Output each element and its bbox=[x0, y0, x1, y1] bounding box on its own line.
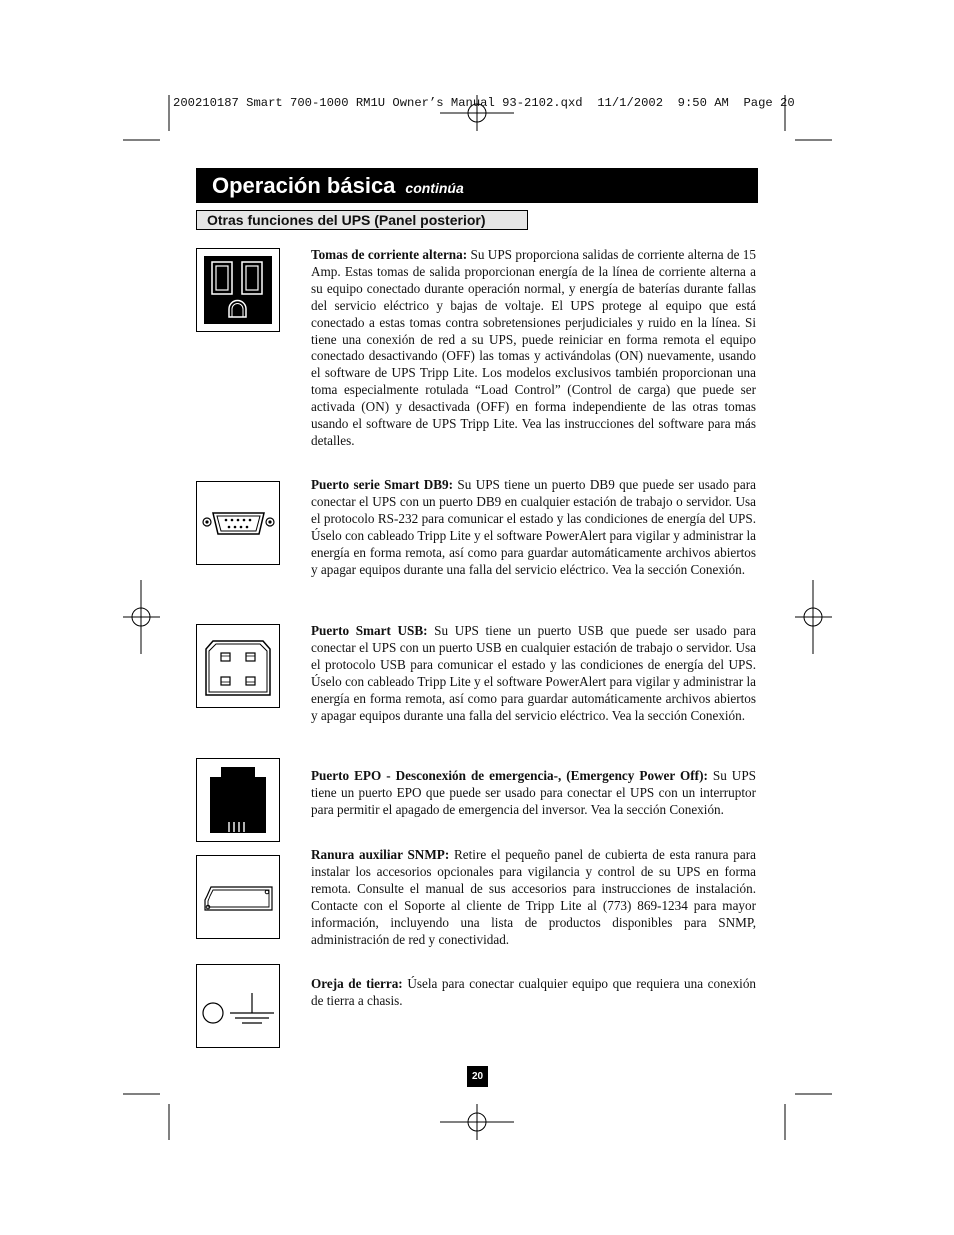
page-title: Operación básica bbox=[212, 173, 396, 198]
page-number: 20 bbox=[467, 1066, 488, 1087]
ground-lug-icon bbox=[196, 964, 280, 1048]
list-item bbox=[311, 768, 756, 819]
usb-port-icon bbox=[196, 624, 280, 708]
item-heading: Tomas de corriente alterna: bbox=[311, 247, 468, 262]
item-heading: Puerto EPO - Desconexión de emergencia-, (Emergency Power Off): bbox=[311, 768, 708, 783]
epo-port-icon bbox=[196, 758, 280, 842]
item-text: Retire el pequeño panel de cubierta de esta ranura para instalar los accesorios opcionales para vigilancia y control de su UPS en forma remota. Consulte el manual de sus accesorios para instrucciones de instalación. Contacte con el Soporte al cliente de Tripp Lite al (773) 869-1234 para mayor información, incluyendo una lista de productos disponibles para SNMP, administración de red y conectividad. bbox=[311, 847, 756, 947]
list-item bbox=[311, 477, 756, 578]
section-heading: Otras funciones del UPS (Panel posterior) bbox=[196, 210, 528, 230]
list-item bbox=[311, 247, 756, 450]
list-item bbox=[311, 847, 756, 948]
file-slug: 200210187 Smart 700-1000 RM1U Owner’s Manual 93-2102.qxd 11/1/2002 9:50 AM Page 20 bbox=[173, 96, 795, 110]
db9-port-icon bbox=[196, 481, 280, 565]
page-title-bar bbox=[196, 168, 758, 203]
ac-outlet-icon bbox=[196, 248, 280, 332]
item-text: Su UPS tiene un puerto EPO que puede ser usado para conectar el UPS con un interruptor para permitir el apagado de emergencia del inversor. Vea la sección Conexión. bbox=[311, 768, 757, 817]
item-heading: Puerto Smart USB: bbox=[311, 623, 428, 638]
item-heading: Puerto serie Smart DB9: bbox=[311, 477, 454, 492]
item-heading: Oreja de tierra: bbox=[311, 976, 403, 991]
list-item bbox=[311, 623, 756, 724]
item-text: Su UPS tiene un puerto DB9 que puede ser usado para conectar el UPS con un puerto DB9 en cualquier estación de trabajo o servidor. Usa el protocolo RS-232 para comunicar el estado y las condiciones de energía del UPS. Úselo con cableado Tripp Lite y el software PowerAlert para vigilar y administrar la energía en forma remota, así como para guardar automáticamente archivos abiertos y apagar equipos durante una falla del servicio eléctrico. Vea la sección Conexión. bbox=[311, 477, 756, 577]
item-text: Su UPS tiene un puerto USB que puede ser usado para conectar el UPS con un puerto USB en cualquier estación de trabajo o servidor. Usa el protocolo USB para comunicar el estado y las condiciones de energía del UPS. Úselo con cableado Tripp Lite y el software PowerAlert para vigilar y administrar la energía en forma remota, así como para guardar automáticamente archivos abiertos y apagar equipos durante una falla del servicio eléctrico. Vea la sección Conexión. bbox=[311, 623, 756, 723]
item-text: Úsela para conectar cualquier equipo que requiera una conexión de tierra a chasis. bbox=[311, 976, 757, 1008]
page-subtitle: continúa bbox=[405, 180, 464, 196]
snmp-slot-icon bbox=[196, 855, 280, 939]
item-heading: Ranura auxiliar SNMP: bbox=[311, 847, 450, 862]
item-text: Su UPS proporciona salidas de corriente alterna de 15 Amp. Estas tomas de salida proporcionan energía de la línea de corriente alterna a su equipo conectado durante operación normal, y energía de baterías durante fallas del servicio eléctrico y bajas de voltaje. El UPS protege al equipo que está conectado a estas tomas contra sobretensiones perjudiciales y ruido en la línea. Si tiene una conexión de red a su UPS, puede reiniciar en forma remota el equipo conectado desactivando (OFF) las tomas y activándolas (ON) nuevamente, usando el software de UPS Tripp Lite. Los modelos exclusivos también proporcionan una toma especialmente rotulada “Load Control” (Control de carga) que puede ser activada (ON) y desactivada (OFF) en forma independiente de las otras tomas usando el software de UPS Tripp Lite. Vea las instrucciones del software para más detalles. bbox=[311, 247, 756, 448]
list-item bbox=[311, 976, 756, 1010]
